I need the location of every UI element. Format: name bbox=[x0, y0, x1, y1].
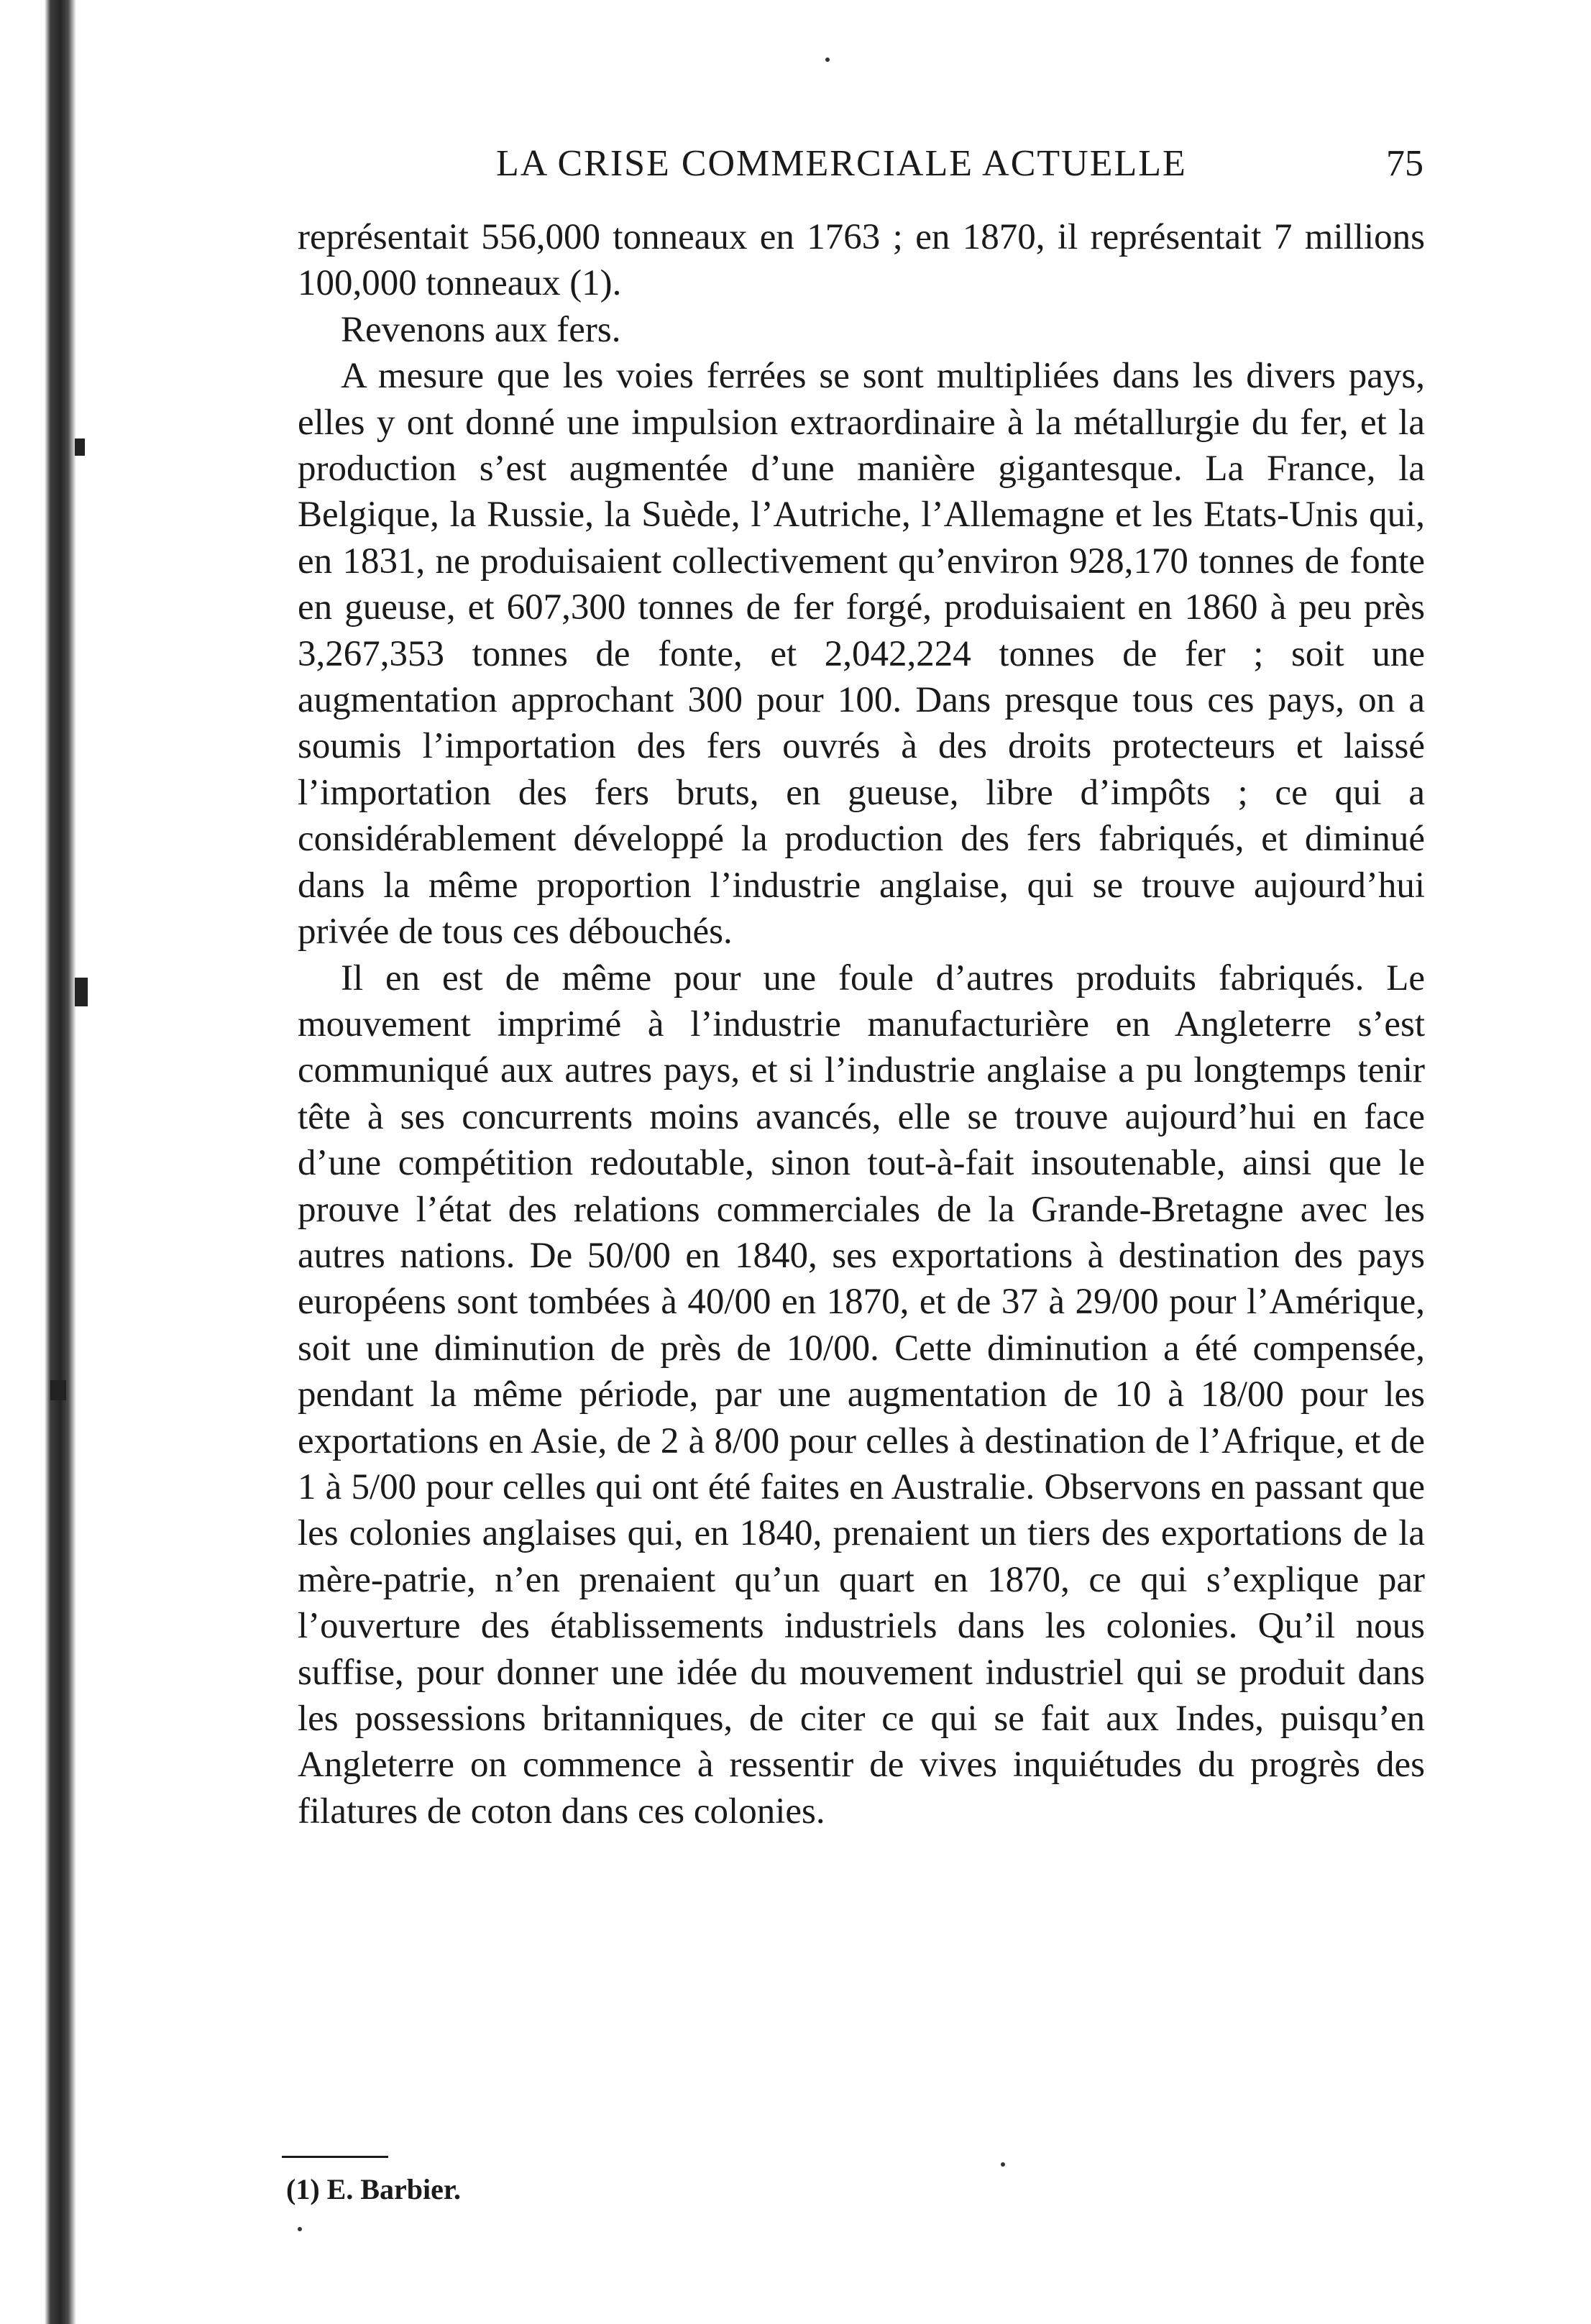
binding-speck bbox=[50, 1380, 66, 1400]
binding-edge bbox=[45, 0, 76, 2324]
paragraph: représentait 556,000 tonneaux en 1763 ; en 1870, il représentait 7 millions 100,000 tonneaux (1). bbox=[298, 217, 1425, 304]
page-number: 75 bbox=[1386, 143, 1423, 184]
stray-mark bbox=[298, 2227, 302, 2231]
running-title: LA CRISE COMMERCIALE ACTUELLE bbox=[496, 143, 1187, 184]
main-text bbox=[298, 214, 1425, 1834]
stray-mark bbox=[825, 58, 830, 62]
footnote: (1) E. Barbier. bbox=[286, 2173, 461, 2205]
footnote-divider bbox=[282, 2156, 388, 2158]
paragraph: A mesure que les voies ferrées se sont multipliées dans les divers pays, elles y ont donné une impulsion extraordinaire à la métallurgie du fer, et la production s’est augmentée d’une manière gigantesque. La France, la Belgique, la Russie, la Suède, l’Autriche, l’Allemagne et les Etats-Unis qui, en 1831, ne produisaient collectivement qu’environ 928,170 tonnes de fonte en gueuse, et 607,300 tonnes de fer forgé, produisaient en 1860 à peu près 3,267,353 tonnes de fonte, et 2,042,224 tonnes de fer ; soit une augmentation approchant 300 pour 100. Dans presque tous ces pays, on a soumis l’importation des fers ouvrés à des droits protecteurs et laissé l’importation des fers bruts, en gueuse, libre d’impôts ; ce qui a considérablement développé la production des fers fabriqués, et diminué dans la même proportion l’industrie anglaise, qui se trouve aujourd’hui privée de tous ces débouchés. bbox=[298, 356, 1425, 952]
paragraph: Il en est de même pour une foule d’autres produits fabriqués. Le mouvement imprimé à l’industrie manufacturière en Angleterre s’est communiqué aux autres pays, et si l’industrie anglaise a pu longtemps tenir tête à ses concurrents moins avancés, elle se trouve aujourd’hui en face d’une compétition redoutable, sinon tout-à-fait insoutenable, ainsi que le prouve l’état des relations commerciales de la Grande-Bretagne avec les autres nations. De 50/00 en 1840, ses exportations à destination des pays européens sont tombées à 40/00 en 1870, et de 37 à 29/00 pour l’Amérique, soit une diminution de près de 10/00. Cette diminution a été compensée, pendant la même période, par une augmentation de 10 à 18/00 pour les exportations en Asie, de 2 à 8/00 pour celles à destination de l’Afrique, et de 1 à 5/00 pour celles qui ont été faites en Australie. Observons en passant que les colonies anglaises qui, en 1840, prenaient un tiers des exportations de la mère-patrie, n’en prenaient qu’un quart en 1870, ce qui s’explique par l’ouverture des établissements industriels dans les colonies. Qu’il nous suffise, pour donner une idée du mouvement industriel qui se produit dans les possessions britanniques, de citer ce qui se fait aux Indes, puisqu’en Angleterre on commence à ressentir de vives inquiétudes du progrès des filatures de coton dans ces colonies. bbox=[298, 957, 1425, 1832]
binding-speck bbox=[75, 978, 88, 1006]
binding-speck bbox=[75, 438, 85, 456]
stray-mark bbox=[1001, 2162, 1005, 2167]
paragraph: Revenons aux fers. bbox=[341, 309, 621, 350]
page-header bbox=[302, 142, 1423, 193]
